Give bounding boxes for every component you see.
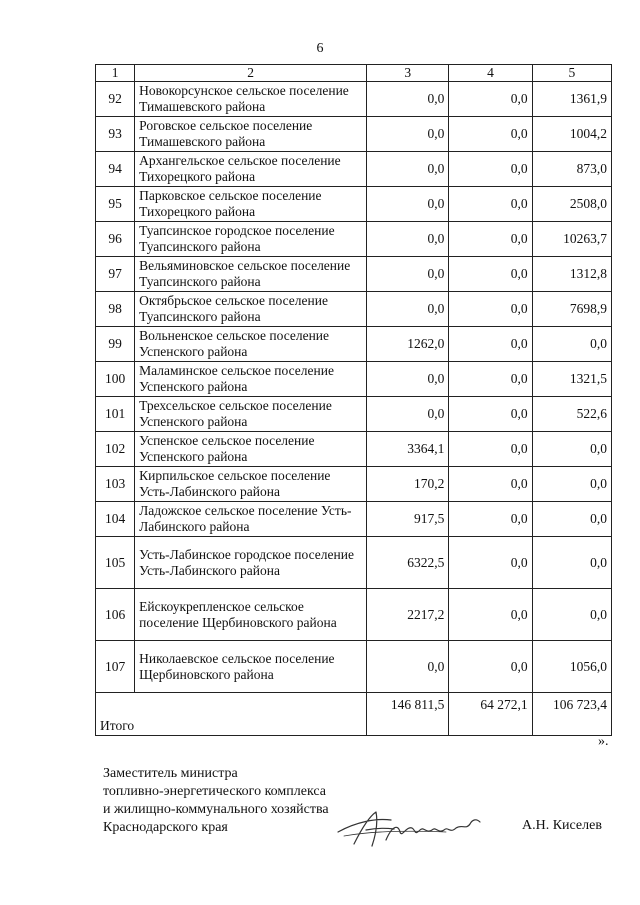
- header-cell: 1: [96, 65, 135, 82]
- settlement-name: Роговское сельское поселение Тимашевского района: [135, 117, 367, 152]
- row-number: 100: [96, 362, 135, 397]
- settlement-name: Новокорсунское сельское поселение Тимашевского района: [135, 82, 367, 117]
- total-col4: 64 272,1: [449, 693, 532, 736]
- table-row: [96, 222, 612, 257]
- table-row: [96, 117, 612, 152]
- table-row: [96, 292, 612, 327]
- value-col5: 10263,7: [532, 222, 611, 257]
- table-row: [96, 327, 612, 362]
- value-col3: 0,0: [367, 397, 449, 432]
- header-cell: 5: [532, 65, 611, 82]
- settlement-name: Октябрьское сельское поселение Туапсинского района: [135, 292, 367, 327]
- value-col4: 0,0: [449, 589, 532, 641]
- row-number: 93: [96, 117, 135, 152]
- value-col3: 1262,0: [367, 327, 449, 362]
- value-col5: 1321,5: [532, 362, 611, 397]
- value-col4: 0,0: [449, 502, 532, 537]
- settlement-name: Вельяминовское сельское поселение Туапсинского района: [135, 257, 367, 292]
- value-col3: 0,0: [367, 641, 449, 693]
- value-col5: 1004,2: [532, 117, 611, 152]
- closing-quote: ».: [598, 734, 609, 749]
- value-col5: 7698,9: [532, 292, 611, 327]
- table-row: [96, 537, 612, 589]
- value-col3: 0,0: [367, 187, 449, 222]
- value-col3: 6322,5: [367, 537, 449, 589]
- table-row: [96, 397, 612, 432]
- row-number: 95: [96, 187, 135, 222]
- total-label: Итого: [96, 693, 367, 736]
- value-col4: 0,0: [449, 641, 532, 693]
- value-col5: 1056,0: [532, 641, 611, 693]
- header-cell: 4: [449, 65, 532, 82]
- row-number: 94: [96, 152, 135, 187]
- table-row: [96, 467, 612, 502]
- row-number: 96: [96, 222, 135, 257]
- value-col4: 0,0: [449, 467, 532, 502]
- table-header-row: [96, 65, 612, 82]
- settlement-name: Трехсельское сельское поселение Успенского района: [135, 397, 367, 432]
- table-row: [96, 502, 612, 537]
- value-col3: 917,5: [367, 502, 449, 537]
- row-number: 92: [96, 82, 135, 117]
- value-col3: 170,2: [367, 467, 449, 502]
- signature-title-block: [103, 765, 329, 837]
- total-row: [96, 693, 612, 736]
- value-col4: 0,0: [449, 82, 532, 117]
- settlement-name: Успенское сельское поселение Успенского района: [135, 432, 367, 467]
- row-number: 101: [96, 397, 135, 432]
- table-row: [96, 641, 612, 693]
- value-col4: 0,0: [449, 537, 532, 589]
- settlement-name: Николаевское сельское поселение Щербиновского района: [135, 641, 367, 693]
- total-col5: 106 723,4: [532, 693, 611, 736]
- row-number: 105: [96, 537, 135, 589]
- value-col5: 0,0: [532, 589, 611, 641]
- value-col4: 0,0: [449, 432, 532, 467]
- row-number: 107: [96, 641, 135, 693]
- handwritten-signature: [336, 806, 486, 852]
- value-col4: 0,0: [449, 362, 532, 397]
- value-col4: 0,0: [449, 187, 532, 222]
- signer-name: А.Н. Киселев: [522, 818, 602, 833]
- table-row: [96, 589, 612, 641]
- settlement-name: Архангельское сельское поселение Тихорецкого района: [135, 152, 367, 187]
- row-number: 104: [96, 502, 135, 537]
- table-row: [96, 82, 612, 117]
- value-col4: 0,0: [449, 117, 532, 152]
- table-row: [96, 152, 612, 187]
- value-col5: 1312,8: [532, 257, 611, 292]
- signature-title-line: и жилищно-коммунального хозяйства: [103, 802, 329, 817]
- table-row: [96, 187, 612, 222]
- row-number: 97: [96, 257, 135, 292]
- signature-title-line: топливно-энергетического комплекса: [103, 784, 326, 799]
- value-col5: 2508,0: [532, 187, 611, 222]
- page-number: 6: [316, 41, 324, 56]
- value-col3: 0,0: [367, 222, 449, 257]
- value-col4: 0,0: [449, 292, 532, 327]
- row-number: 98: [96, 292, 135, 327]
- settlement-name: Усть-Лабинское городское поселение Усть-Лабинского района: [135, 537, 367, 589]
- value-col3: 0,0: [367, 117, 449, 152]
- value-col4: 0,0: [449, 257, 532, 292]
- table-row: [96, 432, 612, 467]
- value-col3: 0,0: [367, 362, 449, 397]
- value-col5: 0,0: [532, 467, 611, 502]
- settlement-name: Парковское сельское поселение Тихорецкого района: [135, 187, 367, 222]
- value-col3: 2217,2: [367, 589, 449, 641]
- table-row: [96, 362, 612, 397]
- value-col3: 0,0: [367, 292, 449, 327]
- value-col4: 0,0: [449, 152, 532, 187]
- value-col5: 0,0: [532, 502, 611, 537]
- table-row: [96, 257, 612, 292]
- value-col3: 0,0: [367, 257, 449, 292]
- row-number: 99: [96, 327, 135, 362]
- value-col4: 0,0: [449, 327, 532, 362]
- total-col3: 146 811,5: [367, 693, 449, 736]
- value-col3: 3364,1: [367, 432, 449, 467]
- value-col5: 0,0: [532, 327, 611, 362]
- data-table: [95, 64, 612, 736]
- settlement-name: Туапсинское городское поселение Туапсинского района: [135, 222, 367, 257]
- value-col3: 0,0: [367, 152, 449, 187]
- value-col3: 0,0: [367, 82, 449, 117]
- signature-title-line: Заместитель министра: [103, 766, 238, 781]
- value-col5: 522,6: [532, 397, 611, 432]
- value-col5: 0,0: [532, 537, 611, 589]
- value-col4: 0,0: [449, 397, 532, 432]
- value-col5: 0,0: [532, 432, 611, 467]
- row-number: 106: [96, 589, 135, 641]
- settlement-name: Вольненское сельское поселение Успенского района: [135, 327, 367, 362]
- value-col5: 1361,9: [532, 82, 611, 117]
- value-col4: 0,0: [449, 222, 532, 257]
- row-number: 102: [96, 432, 135, 467]
- settlement-name: Кирпильское сельское поселение Усть-Лабинского района: [135, 467, 367, 502]
- settlement-name: Ейскоукрепленское сельское поселение Щербиновского района: [135, 589, 367, 641]
- header-cell: 3: [367, 65, 449, 82]
- header-cell: 2: [135, 65, 367, 82]
- signature-title-line: Краснодарского края: [103, 820, 228, 835]
- value-col5: 873,0: [532, 152, 611, 187]
- settlement-name: Маламинское сельское поселение Успенского района: [135, 362, 367, 397]
- settlement-name: Ладожское сельское поселение Усть-Лабинского района: [135, 502, 367, 537]
- row-number: 103: [96, 467, 135, 502]
